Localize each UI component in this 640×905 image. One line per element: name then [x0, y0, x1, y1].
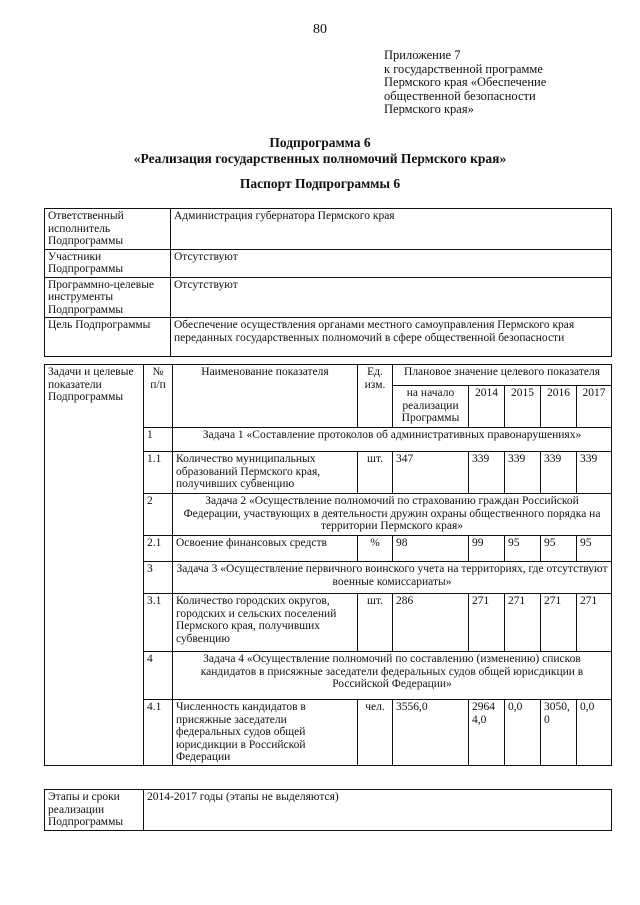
- row-num: 1.1: [144, 452, 173, 494]
- appendix-line: Приложение 7: [384, 48, 461, 62]
- row-2017: 271: [577, 594, 612, 652]
- row-2014: 271: [469, 594, 505, 652]
- row-2016: 271: [541, 594, 577, 652]
- section-label: Задачи и целевые показатели Подпрограммы: [45, 365, 144, 766]
- row-2014: 99: [469, 536, 505, 562]
- task-text: Задача 1 «Составление протоколов об административных правонарушениях»: [173, 428, 612, 452]
- row-start: 3556,0: [393, 700, 469, 766]
- row-2016: 3050,0: [541, 700, 577, 766]
- row-2014: 339: [469, 452, 505, 494]
- header-planned: Плановое значение целевого показателя: [393, 365, 612, 386]
- row-name: Количество муниципальных образований Пермского края, получивших субвенцию: [173, 452, 358, 494]
- task-text: Задача 3 «Осуществление первичного воинского учета на территориях, где отсутствуют военные комиссариаты»: [173, 562, 612, 594]
- task-text: Задача 2 «Осуществление полномочий по страхованию граждан Российской Федерации, участвующих в деятельности дружин охраны общественного порядка на территории Пермского края»: [173, 494, 612, 536]
- appendix-line: к государственной программе: [384, 61, 543, 76]
- header-2016: 2016: [541, 386, 577, 428]
- row-start: 347: [393, 452, 469, 494]
- page-number: 80: [313, 22, 327, 37]
- row-name: Освоение финансовых средств: [173, 536, 358, 562]
- row-start: 98: [393, 536, 469, 562]
- header-start: на начало реализации Программы: [393, 386, 469, 428]
- row-2017: 0,0: [577, 700, 612, 766]
- task-text: Задача 4 «Осуществление полномочий по составлению (изменению) списков кандидатов в присяжные заседатели федеральных судов общей юрисдикции в Российской Федерации»: [173, 652, 612, 700]
- header-unit: Ед. изм.: [358, 365, 393, 428]
- row-2017: 339: [577, 452, 612, 494]
- row-value: Отсутствуют: [171, 277, 612, 318]
- row-2015: 95: [505, 536, 541, 562]
- appendix-line: Пермского края»: [384, 102, 474, 116]
- table-row: [45, 365, 612, 386]
- row-num: 3.1: [144, 594, 173, 652]
- appendix-line: Пермского края «Обеспечение: [384, 75, 547, 89]
- row-2016: 95: [541, 536, 577, 562]
- passport-title: Паспорт Подпрограммы 6: [239, 176, 401, 191]
- task-num: 4: [144, 652, 173, 700]
- table-row: [45, 318, 612, 357]
- row-2015: 339: [505, 452, 541, 494]
- table-row: [45, 790, 612, 831]
- row-value: Администрация губернатора Пермского края: [171, 209, 612, 250]
- table-row: [45, 209, 612, 250]
- appendix-line: общественной безопасности: [384, 88, 536, 103]
- row-label: Участники Подпрограммы: [45, 249, 171, 277]
- header-num: № п/п: [144, 365, 173, 428]
- row-2017: 95: [577, 536, 612, 562]
- row-label: Цель Подпрограммы: [45, 318, 171, 357]
- row-label: Программно-целевые инструменты Подпрограммы: [45, 277, 171, 318]
- subprogram-title-line2: «Реализация государственных полномочий Пермского края»: [133, 151, 507, 166]
- row-label: Ответственный исполнитель Подпрограммы: [45, 209, 171, 250]
- row-name: Численность кандидатов в присяжные заседатели федеральных судов общей юрисдикции в Российской Федерации: [173, 700, 358, 766]
- passport-top-table: [44, 208, 612, 357]
- row-num: 2.1: [144, 536, 173, 562]
- task-num: 1: [144, 428, 173, 452]
- row-unit: шт.: [358, 452, 393, 494]
- row-unit: шт.: [358, 594, 393, 652]
- row-name: Количество городских округов, городских и сельских поселений Пермского края, получивших субвенцию: [173, 594, 358, 652]
- row-2016: 339: [541, 452, 577, 494]
- table-row: [45, 277, 612, 318]
- row-value: Обеспечение осуществления органами местного самоуправления Пермского края переданных государственных полномочий в сфере общественной безопасности: [171, 318, 612, 357]
- row-2015: 271: [505, 594, 541, 652]
- row-num: 4.1: [144, 700, 173, 766]
- subprogram-title: [0, 135, 640, 167]
- stages-table: [44, 789, 612, 831]
- row-2014: 29644,0: [469, 700, 505, 766]
- header-2015: 2015: [505, 386, 541, 428]
- subprogram-title-line1: Подпрограмма 6: [269, 135, 371, 150]
- task-num: 2: [144, 494, 173, 536]
- row-2015: 0,0: [505, 700, 541, 766]
- header-name: Наименование показателя: [173, 365, 358, 428]
- row-unit: чел.: [358, 700, 393, 766]
- row-start: 286: [393, 594, 469, 652]
- stages-label: Этапы и сроки реализации Подпрограммы: [45, 790, 144, 831]
- row-value: Отсутствуют: [171, 249, 612, 277]
- header-2017: 2017: [577, 386, 612, 428]
- indicators-table: [44, 364, 612, 766]
- header-2014: 2014: [469, 386, 505, 428]
- table-row: [45, 249, 612, 277]
- appendix-note: [384, 49, 624, 117]
- stages-value: 2014-2017 годы (этапы не выделяются): [144, 790, 612, 831]
- row-unit: %: [358, 536, 393, 562]
- task-num: 3: [144, 562, 173, 594]
